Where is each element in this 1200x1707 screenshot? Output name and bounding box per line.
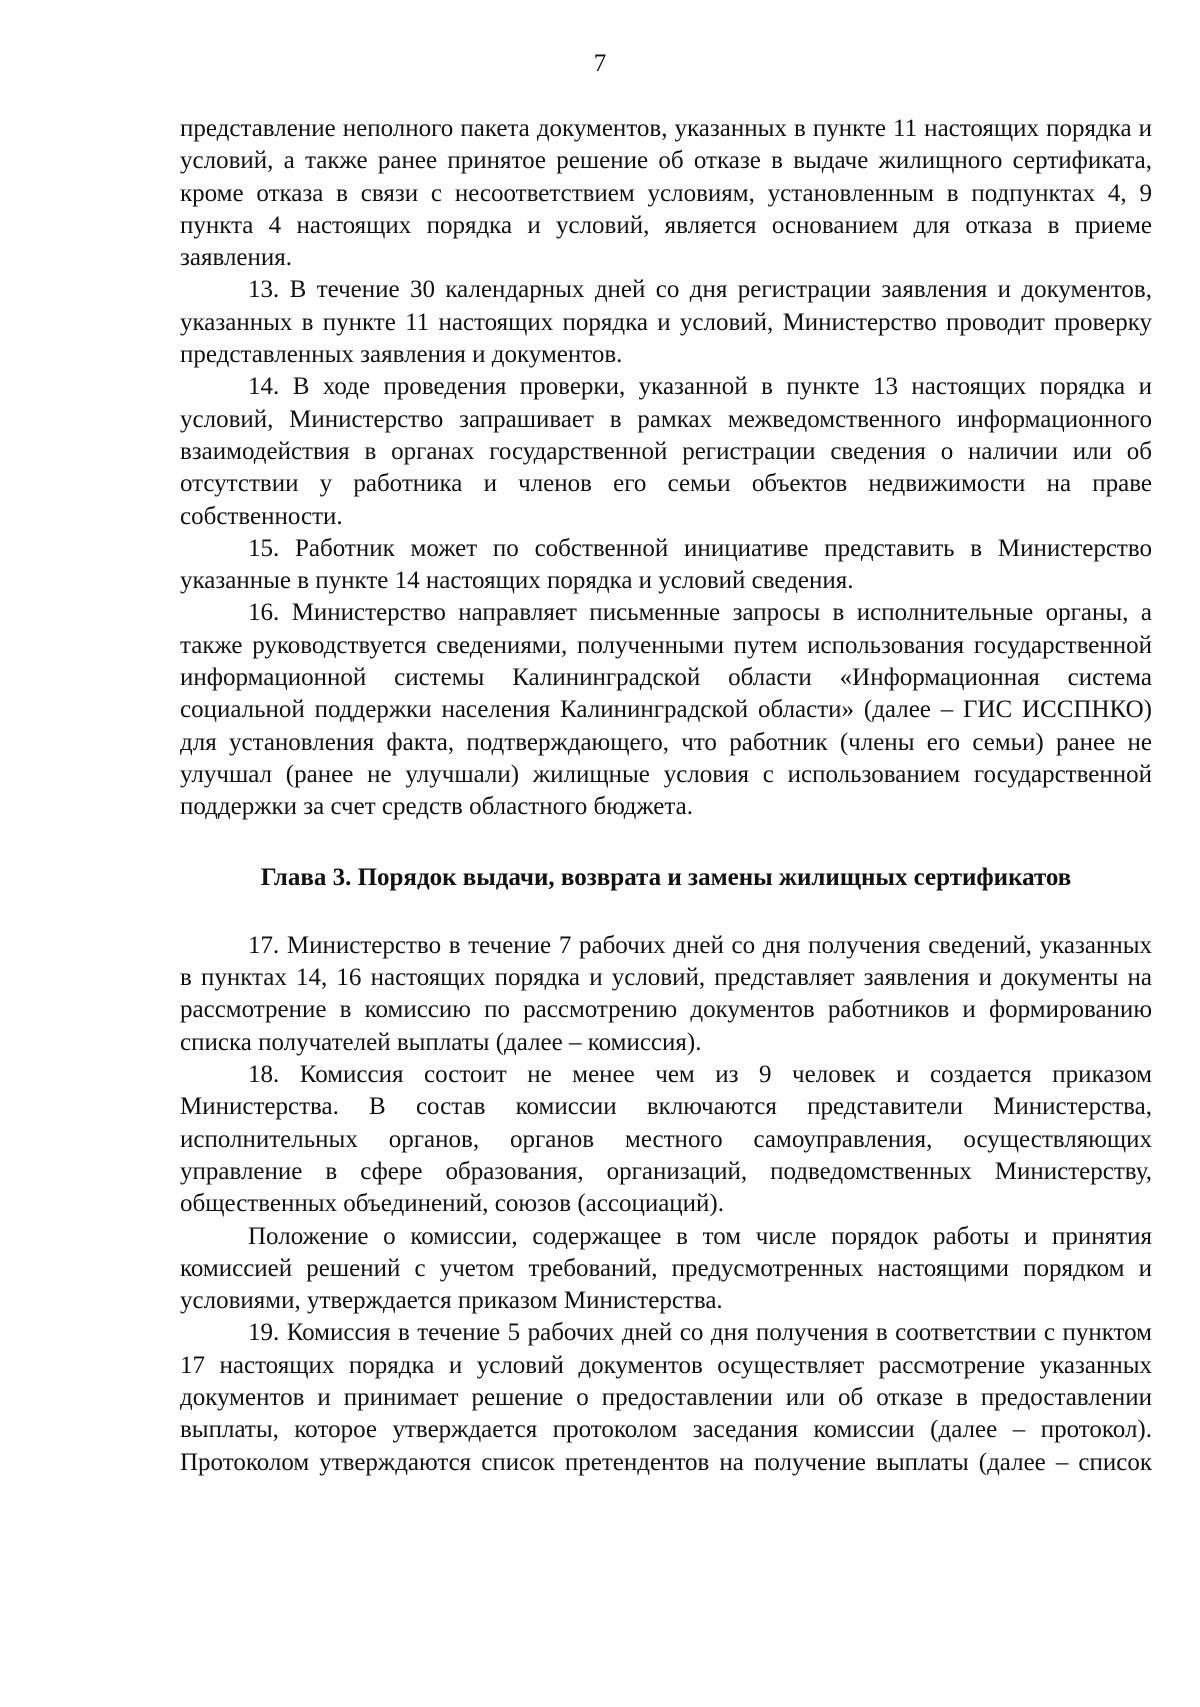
paragraph-17: 17. Министерство в течение 7 рабочих дней со дня получения сведений, указанных в пунктах 14, 16 настоящих порядка и условий, представляет заявления и документы на рассмотрение в комиссию по рассмотрению документов работников и формированию списка получателей выплаты (далее – комиссия). [180,931,1152,1056]
paragraph-18: 18. Комиссия состоит не менее чем из 9 человек и создается приказом Министерства. В состав комиссии включаются представители Министерства, исполнительных органов, органов местного самоуправления, осуществляющих управление в сфере образования, организаций, подведомственных Министерству, общественных объединений, союзов (ассоциаций). [180,1061,1152,1218]
paragraph-19: 19. Комиссия в течение 5 рабочих дней со дня получения в соответствии с пунктом 17 настоящих порядка и условий документов осуществляет рассмотрение указанных документов и принимает решение о предоставлении или об отказе в предоставлении выплаты, которое утверждается протоколом заседания комиссии (далее – протокол). Протоколом утверждаются список претендентов на получение выплаты (далее – список [180,1319,1152,1476]
paragraph-14: 14. В ходе проведения проверки, указанной в пункте 13 настоящих порядка и условий, Министерство запрашивает в рамках межведомственного информационного взаимодействия в органах государственной регистрации сведения о наличии или об отсутствии у работника и членов его семьи объектов недвижимости на праве собственности. [180,373,1152,530]
paragraph-12-continuation: представление неполного пакета документов, указанных в пункте 11 настоящих порядка и условий, а также ранее принятое решение об отказе в выдаче жилищного сертификата, кроме отказа в связи с несоответствием условиям, установленным в подпунктах 4, 9 пункта 4 настоящих порядка и условий, является основанием для отказа в приеме заявления. [180,115,1152,272]
chapter-title: Глава 3. Порядок выдачи, возврата и замены жилищных сертификатов [260,863,1072,891]
paragraph-13: 13. В течение 30 календарных дней со дня регистрации заявления и документов, указанных в пункте 11 настоящих порядка и условий, Министерство проводит проверку представленных заявления и документов. [180,276,1152,369]
document-body [180,113,1152,1479]
paragraph-15: 15. Работник может по собственной инициативе представить в Министерство указанные в пункте 14 настоящих порядка и условий сведения. [180,534,1152,595]
page-number: 7 [593,50,607,77]
paragraph-commission-regulation: Положение о комиссии, содержащее в том числе порядок работы и принятия комиссией решений с учетом требований, предусмотренных настоящими порядком и условиями, утверждается приказом Министерства. [180,1222,1152,1315]
paragraph-16: 16. Министерство направляет письменные запросы в исполнительные органы, а также руководствуется сведениями, полученными путем использования государственной информационной системы Калининградской области «Информационная система социальной поддержки населения Калининградской области» (далее – ГИС ИССПНКО) для установления факта, подтверждающего, что работник (члены его семьи) ранее не улучшал (ранее не улучшали) жилищные условия с использованием государственной поддержки за счет средств областного бюджета. [180,599,1152,821]
